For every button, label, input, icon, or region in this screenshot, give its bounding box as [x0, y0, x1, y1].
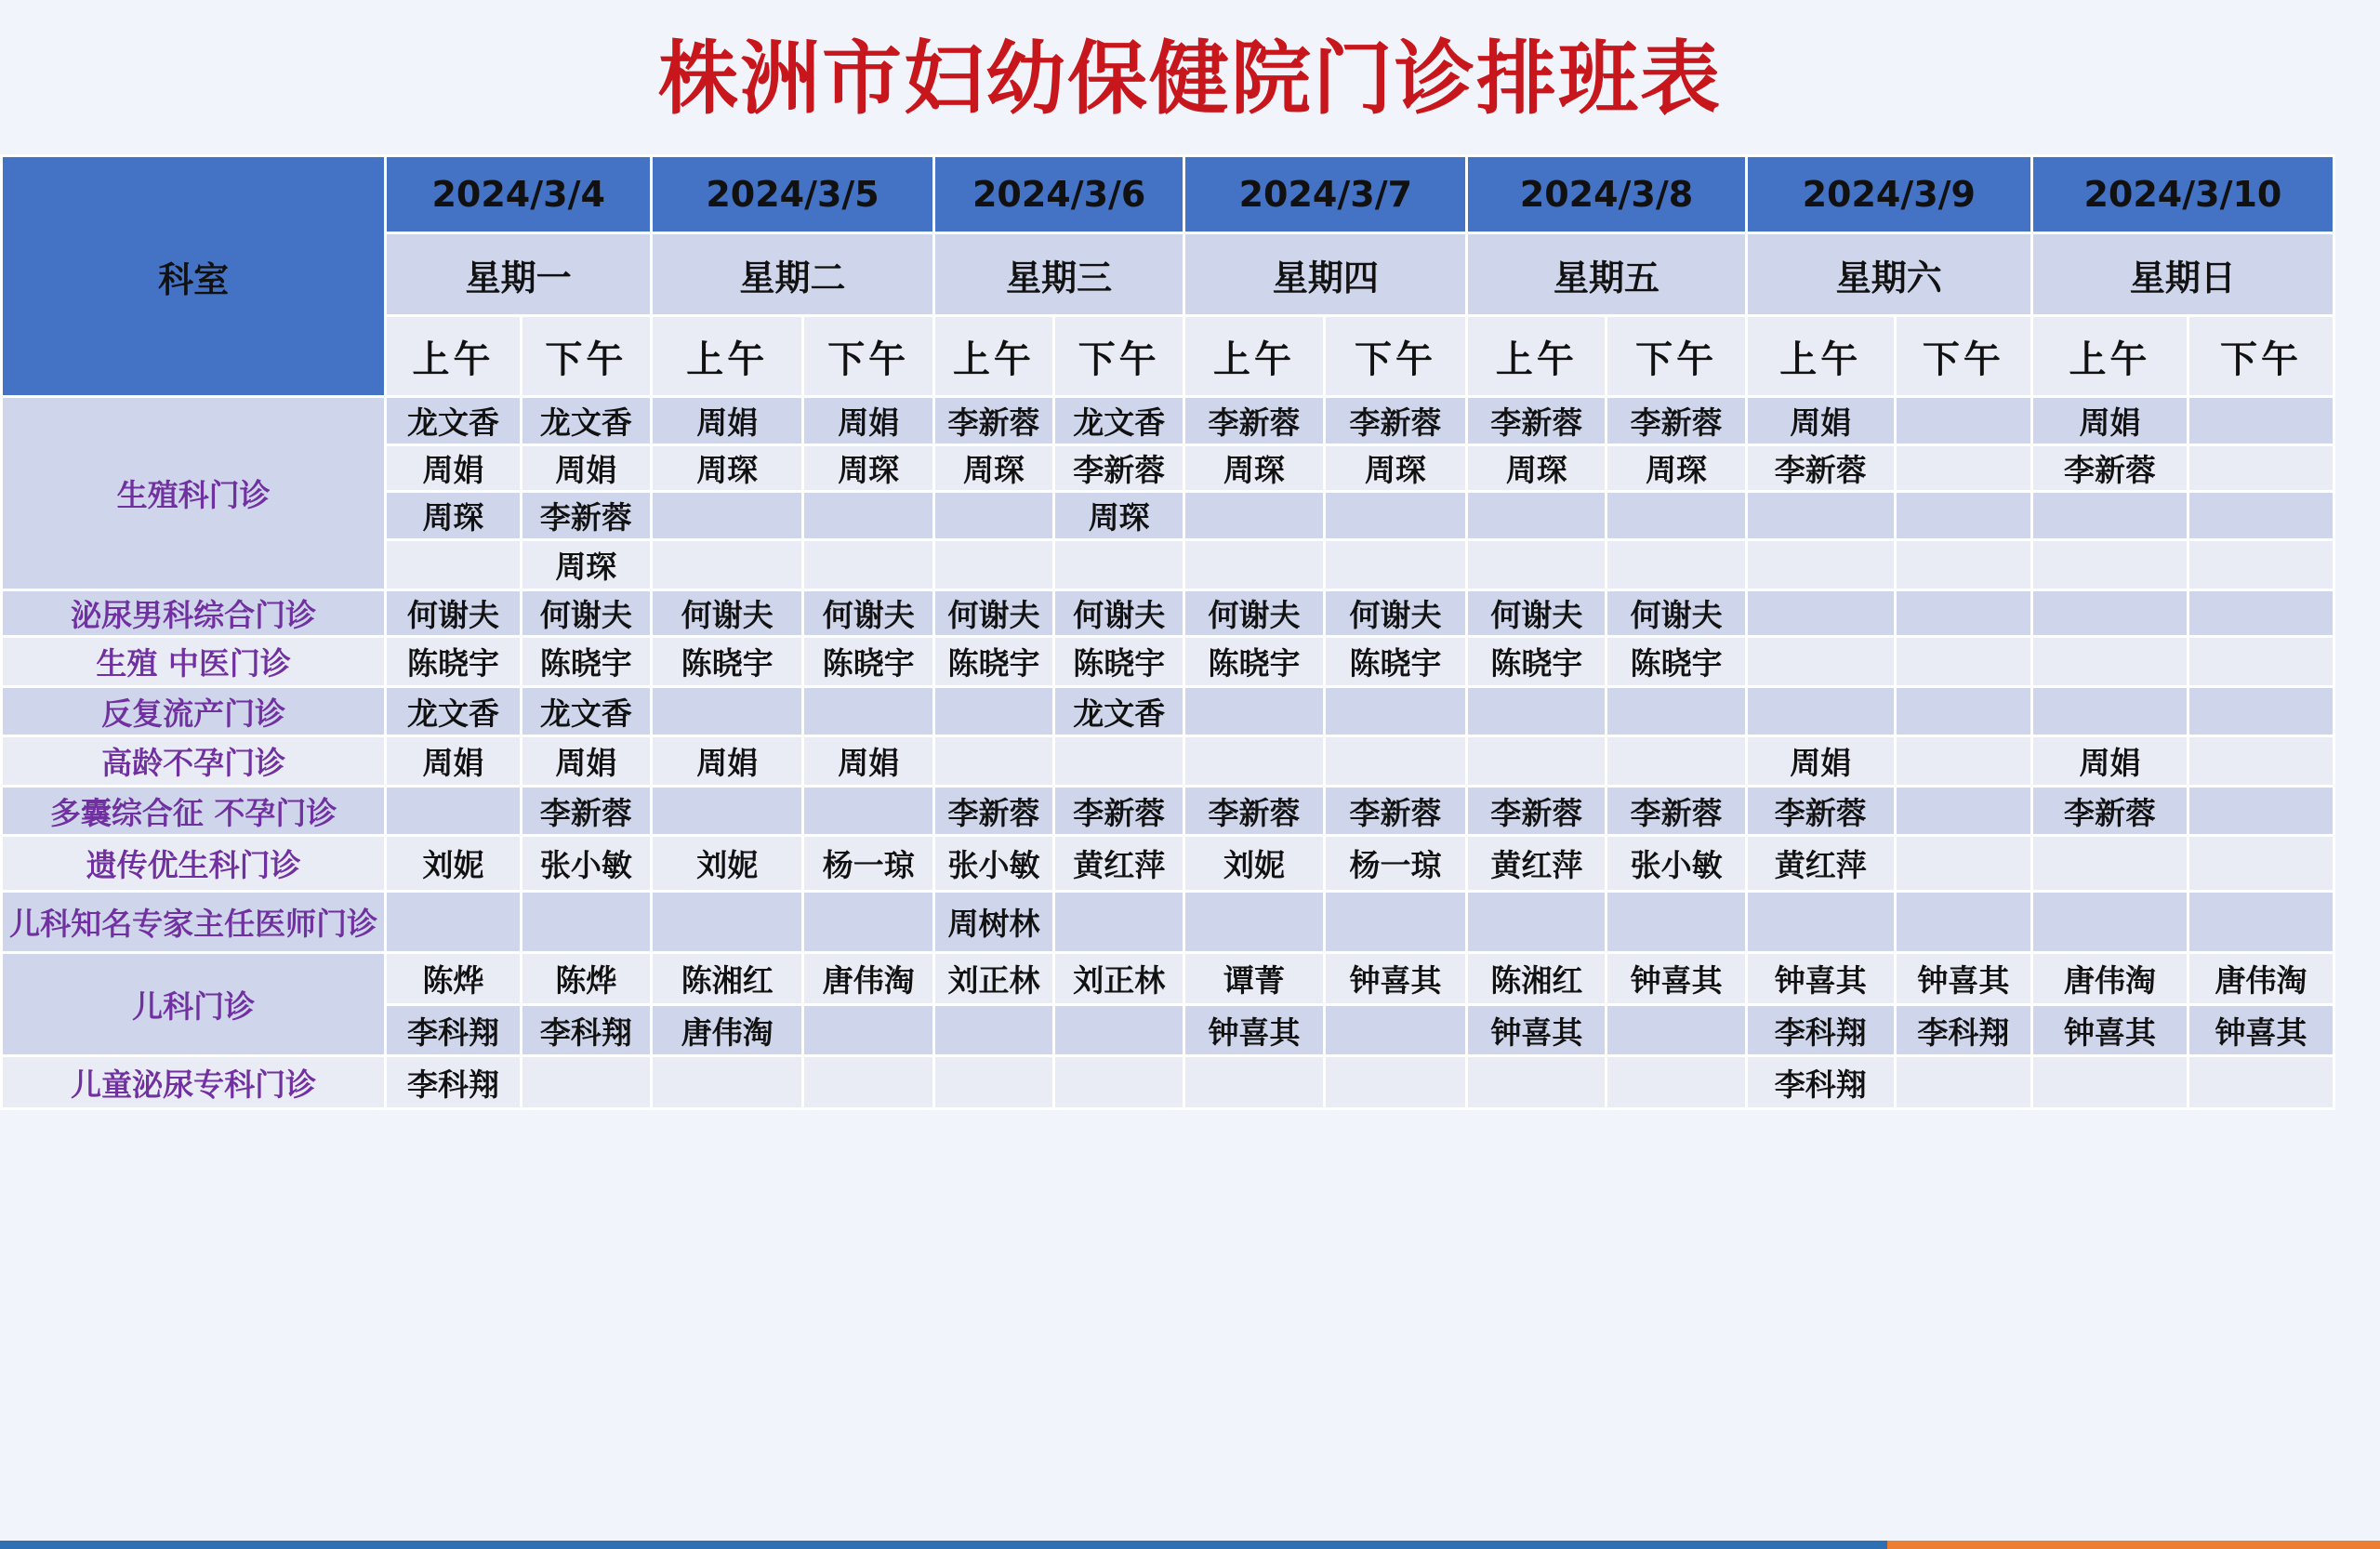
doctor-cell: 钟喜其 — [1184, 1005, 1324, 1056]
doctor-cell — [1746, 637, 1895, 687]
doctor-cell — [803, 1005, 933, 1056]
doctor-cell — [933, 1056, 1053, 1109]
doctor-cell: 李新蓉 — [933, 787, 1053, 836]
doctor-cell: 何谢夫 — [1053, 590, 1183, 637]
doctor-cell — [386, 787, 521, 836]
doctor-cell: 李新蓉 — [1053, 787, 1183, 836]
pm-header: 下午 — [803, 316, 933, 397]
doctor-cell: 何谢夫 — [803, 590, 933, 637]
doctor-cell: 龙文香 — [1053, 687, 1183, 736]
doctor-cell — [803, 1056, 933, 1109]
am-header: 上午 — [1467, 316, 1606, 397]
doctor-cell: 周琛 — [652, 445, 803, 492]
doctor-cell: 黄红萍 — [1053, 836, 1183, 892]
doctor-cell — [1053, 736, 1183, 787]
doctor-cell: 何谢夫 — [521, 590, 651, 637]
doctor-cell — [2031, 687, 2188, 736]
doctor-cell: 陈晓宇 — [1467, 637, 1606, 687]
doctor-cell: 龙文香 — [386, 397, 521, 445]
doctor-cell — [1895, 540, 2031, 590]
doctor-cell: 周琛 — [1467, 445, 1606, 492]
doctor-cell: 李新蓉 — [933, 397, 1053, 445]
doctor-cell — [652, 787, 803, 836]
doctor-cell: 黄红萍 — [1467, 836, 1606, 892]
department-name: 儿科知名专家主任医师门诊 — [2, 892, 386, 953]
department-name: 高龄不孕门诊 — [2, 736, 386, 787]
weekday-header: 星期一 — [386, 233, 652, 316]
doctor-cell — [1324, 736, 1467, 787]
doctor-cell: 钟喜其 — [2031, 1005, 2188, 1056]
schedule-row — [2, 787, 2334, 836]
doctor-cell: 陈晓宇 — [386, 637, 521, 687]
department-name: 多囊综合征 不孕门诊 — [2, 787, 386, 836]
doctor-cell — [2031, 540, 2188, 590]
doctor-cell — [1467, 540, 1606, 590]
doctor-cell: 何谢夫 — [386, 590, 521, 637]
date-header: 2024/3/5 — [652, 156, 934, 233]
doctor-cell — [1746, 687, 1895, 736]
doctor-cell: 周娟 — [2031, 397, 2188, 445]
doctor-cell: 陈晓宇 — [803, 637, 933, 687]
doctor-cell: 钟喜其 — [1467, 1005, 1606, 1056]
schedule-row — [2, 687, 2334, 736]
doctor-cell — [1324, 540, 1467, 590]
doctor-cell: 龙文香 — [521, 397, 651, 445]
doctor-cell: 李新蓉 — [1606, 397, 1746, 445]
department-name: 儿童泌尿专科门诊 — [2, 1056, 386, 1109]
doctor-cell: 陈晓宇 — [521, 637, 651, 687]
schedule-row — [2, 892, 2334, 953]
doctor-cell: 张小敏 — [521, 836, 651, 892]
doctor-cell — [2031, 836, 2188, 892]
doctor-cell: 陈晓宇 — [1324, 637, 1467, 687]
doctor-cell — [1053, 1056, 1183, 1109]
doctor-cell: 周琛 — [803, 445, 933, 492]
doctor-cell: 李科翔 — [1746, 1005, 1895, 1056]
doctor-cell: 陈湘红 — [1467, 953, 1606, 1005]
doctor-cell — [1324, 492, 1467, 540]
doctor-cell — [2188, 787, 2334, 836]
doctor-cell — [2031, 492, 2188, 540]
doctor-cell — [933, 1005, 1053, 1056]
doctor-cell: 周娟 — [386, 445, 521, 492]
doctor-cell: 李新蓉 — [2031, 445, 2188, 492]
doctor-cell: 陈晓宇 — [933, 637, 1053, 687]
weekday-header: 星期五 — [1467, 233, 1747, 316]
doctor-cell — [2188, 892, 2334, 953]
doctor-cell: 李科翔 — [1895, 1005, 2031, 1056]
schedule-row — [2, 736, 2334, 787]
doctor-cell: 周琛 — [1606, 445, 1746, 492]
doctor-cell: 李新蓉 — [521, 492, 651, 540]
doctor-cell — [386, 540, 521, 590]
date-header: 2024/3/4 — [386, 156, 652, 233]
dept-column-header: 科室 — [2, 156, 386, 397]
doctor-cell: 刘妮 — [386, 836, 521, 892]
doctor-cell — [652, 1056, 803, 1109]
doctor-cell: 钟喜其 — [1746, 953, 1895, 1005]
doctor-cell: 何谢夫 — [1184, 590, 1324, 637]
doctor-cell — [803, 492, 933, 540]
doctor-cell: 周琛 — [933, 445, 1053, 492]
am-header: 上午 — [933, 316, 1053, 397]
doctor-cell: 周琛 — [521, 540, 651, 590]
doctor-cell: 刘正林 — [933, 953, 1053, 1005]
doctor-cell — [803, 687, 933, 736]
doctor-cell — [1895, 445, 2031, 492]
doctor-cell — [1746, 590, 1895, 637]
schedule-row — [2, 637, 2334, 687]
doctor-cell: 钟喜其 — [2188, 1005, 2334, 1056]
doctor-cell — [652, 687, 803, 736]
pm-header: 下午 — [1053, 316, 1183, 397]
doctor-cell: 周娟 — [803, 736, 933, 787]
doctor-cell — [2031, 892, 2188, 953]
pm-header: 下午 — [1606, 316, 1746, 397]
doctor-cell — [1606, 736, 1746, 787]
doctor-cell — [2188, 736, 2334, 787]
doctor-cell — [2188, 492, 2334, 540]
schedule-row — [2, 953, 2334, 1005]
date-header: 2024/3/8 — [1467, 156, 1747, 233]
doctor-cell: 周琛 — [1184, 445, 1324, 492]
am-header: 上午 — [1184, 316, 1324, 397]
doctor-cell: 李科翔 — [521, 1005, 651, 1056]
doctor-cell: 李新蓉 — [1467, 397, 1606, 445]
doctor-cell — [1895, 892, 2031, 953]
date-header: 2024/3/7 — [1184, 156, 1467, 233]
doctor-cell: 钟喜其 — [1606, 953, 1746, 1005]
doctor-cell: 李新蓉 — [1324, 397, 1467, 445]
footer-bar — [0, 1541, 1887, 1549]
doctor-cell — [1324, 1056, 1467, 1109]
doctor-cell: 周树林 — [933, 892, 1053, 953]
doctor-cell — [2188, 445, 2334, 492]
doctor-cell — [652, 892, 803, 953]
schedule-table — [0, 154, 2335, 1110]
doctor-cell: 李科翔 — [386, 1005, 521, 1056]
doctor-cell: 周琛 — [1053, 492, 1183, 540]
department-name: 儿科门诊 — [2, 953, 386, 1056]
schedule-row — [2, 836, 2334, 892]
weekday-header: 星期日 — [2031, 233, 2334, 316]
doctor-cell: 何谢夫 — [1467, 590, 1606, 637]
doctor-cell — [1184, 687, 1324, 736]
schedule-row — [2, 590, 2334, 637]
doctor-cell — [1746, 492, 1895, 540]
weekday-header: 星期二 — [652, 233, 934, 316]
doctor-cell: 李新蓉 — [1324, 787, 1467, 836]
doctor-cell — [1184, 1056, 1324, 1109]
doctor-cell — [1606, 892, 1746, 953]
pm-header: 下午 — [2188, 316, 2334, 397]
date-header: 2024/3/6 — [933, 156, 1184, 233]
doctor-cell: 周琛 — [386, 492, 521, 540]
doctor-cell: 周娟 — [1746, 736, 1895, 787]
doctor-cell: 张小敏 — [933, 836, 1053, 892]
doctor-cell — [1606, 492, 1746, 540]
page-title: 株洲市妇幼保健院门诊排班表 — [658, 33, 1722, 126]
doctor-cell: 李新蓉 — [1746, 787, 1895, 836]
doctor-cell — [1895, 637, 2031, 687]
department-name: 反复流产门诊 — [2, 687, 386, 736]
department-name: 生殖 中医门诊 — [2, 637, 386, 687]
doctor-cell — [803, 540, 933, 590]
doctor-cell: 黄红萍 — [1746, 836, 1895, 892]
doctor-cell: 周娟 — [386, 736, 521, 787]
doctor-cell — [386, 892, 521, 953]
doctor-cell: 李新蓉 — [1606, 787, 1746, 836]
doctor-cell: 李新蓉 — [521, 787, 651, 836]
doctor-cell — [1606, 1056, 1746, 1109]
doctor-cell — [1053, 540, 1183, 590]
doctor-cell: 李新蓉 — [1184, 397, 1324, 445]
doctor-cell — [1895, 1056, 2031, 1109]
doctor-cell — [2188, 1056, 2334, 1109]
doctor-cell: 李科翔 — [1746, 1056, 1895, 1109]
doctor-cell: 陈晓宇 — [652, 637, 803, 687]
doctor-cell: 陈烨 — [521, 953, 651, 1005]
doctor-cell: 唐伟淘 — [652, 1005, 803, 1056]
doctor-cell: 何谢夫 — [1606, 590, 1746, 637]
doctor-cell: 唐伟淘 — [2188, 953, 2334, 1005]
doctor-cell — [1606, 687, 1746, 736]
doctor-cell — [803, 787, 933, 836]
doctor-cell: 钟喜其 — [1895, 953, 2031, 1005]
date-header: 2024/3/9 — [1746, 156, 2031, 233]
doctor-cell — [1184, 892, 1324, 953]
doctor-cell: 李新蓉 — [2031, 787, 2188, 836]
doctor-cell — [2031, 590, 2188, 637]
doctor-cell — [521, 1056, 651, 1109]
doctor-cell: 周娟 — [1746, 397, 1895, 445]
doctor-cell: 龙文香 — [386, 687, 521, 736]
am-header: 上午 — [1746, 316, 1895, 397]
doctor-cell — [652, 540, 803, 590]
doctor-cell — [1895, 590, 2031, 637]
am-header: 上午 — [386, 316, 521, 397]
doctor-cell: 刘正林 — [1053, 953, 1183, 1005]
doctor-cell — [803, 892, 933, 953]
doctor-cell — [652, 492, 803, 540]
doctor-cell: 周娟 — [652, 736, 803, 787]
schedule-row — [2, 397, 2334, 445]
weekday-header: 星期三 — [933, 233, 1184, 316]
doctor-cell — [2188, 687, 2334, 736]
doctor-cell — [1895, 687, 2031, 736]
doctor-cell — [933, 492, 1053, 540]
doctor-cell: 张小敏 — [1606, 836, 1746, 892]
doctor-cell — [1184, 540, 1324, 590]
doctor-cell: 钟喜其 — [1324, 953, 1467, 1005]
doctor-cell — [1895, 736, 2031, 787]
doctor-cell: 谭菁 — [1184, 953, 1324, 1005]
doctor-cell — [2188, 540, 2334, 590]
doctor-cell: 周娟 — [652, 397, 803, 445]
doctor-cell: 唐伟淘 — [803, 953, 933, 1005]
doctor-cell — [933, 687, 1053, 736]
doctor-cell — [1324, 687, 1467, 736]
doctor-cell — [2188, 836, 2334, 892]
pm-header: 下午 — [1895, 316, 2031, 397]
doctor-cell: 周琛 — [1324, 445, 1467, 492]
doctor-cell — [1467, 1056, 1606, 1109]
pm-header: 下午 — [521, 316, 651, 397]
doctor-cell — [1184, 492, 1324, 540]
doctor-cell: 李新蓉 — [1467, 787, 1606, 836]
doctor-cell: 陈晓宇 — [1184, 637, 1324, 687]
doctor-cell — [2031, 637, 2188, 687]
doctor-cell: 何谢夫 — [933, 590, 1053, 637]
doctor-cell: 杨一琼 — [1324, 836, 1467, 892]
schedule-row — [2, 1056, 2334, 1109]
doctor-cell: 陈湘红 — [652, 953, 803, 1005]
doctor-cell — [1895, 397, 2031, 445]
doctor-cell: 唐伟淘 — [2031, 953, 2188, 1005]
doctor-cell: 刘妮 — [1184, 836, 1324, 892]
doctor-cell: 龙文香 — [521, 687, 651, 736]
doctor-cell: 何谢夫 — [1324, 590, 1467, 637]
department-name: 泌尿男科综合门诊 — [2, 590, 386, 637]
doctor-cell — [1895, 836, 2031, 892]
date-header: 2024/3/10 — [2031, 156, 2334, 233]
doctor-cell: 李新蓉 — [1053, 445, 1183, 492]
department-name: 生殖科门诊 — [2, 397, 386, 590]
doctor-cell — [1324, 1005, 1467, 1056]
doctor-cell: 杨一琼 — [803, 836, 933, 892]
doctor-cell — [2188, 590, 2334, 637]
doctor-cell — [2188, 637, 2334, 687]
doctor-cell: 李新蓉 — [1184, 787, 1324, 836]
weekday-header: 星期六 — [1746, 233, 2031, 316]
doctor-cell — [1746, 540, 1895, 590]
pm-header: 下午 — [1324, 316, 1467, 397]
doctor-cell — [933, 540, 1053, 590]
doctor-cell: 龙文香 — [1053, 397, 1183, 445]
doctor-cell: 周娟 — [521, 445, 651, 492]
department-name: 遗传优生科门诊 — [2, 836, 386, 892]
doctor-cell — [1467, 892, 1606, 953]
doctor-cell — [1053, 1005, 1183, 1056]
doctor-cell — [1467, 492, 1606, 540]
am-header: 上午 — [652, 316, 803, 397]
doctor-cell — [1895, 492, 2031, 540]
doctor-cell — [521, 892, 651, 953]
weekday-header: 星期四 — [1184, 233, 1467, 316]
doctor-cell — [933, 736, 1053, 787]
doctor-cell — [2188, 397, 2334, 445]
doctor-cell: 李科翔 — [386, 1056, 521, 1109]
doctor-cell: 周娟 — [2031, 736, 2188, 787]
doctor-cell: 周娟 — [803, 397, 933, 445]
doctor-cell: 刘妮 — [652, 836, 803, 892]
am-header: 上午 — [2031, 316, 2188, 397]
doctor-cell — [1053, 892, 1183, 953]
doctor-cell — [1606, 1005, 1746, 1056]
doctor-cell: 陈烨 — [386, 953, 521, 1005]
doctor-cell — [1895, 787, 2031, 836]
doctor-cell: 何谢夫 — [652, 590, 803, 637]
doctor-cell: 李新蓉 — [1746, 445, 1895, 492]
doctor-cell — [1467, 687, 1606, 736]
doctor-cell: 周娟 — [521, 736, 651, 787]
footer-accent-bar — [1887, 1541, 2380, 1549]
doctor-cell — [1606, 540, 1746, 590]
doctor-cell — [2031, 1056, 2188, 1109]
doctor-cell — [1184, 736, 1324, 787]
doctor-cell — [1324, 892, 1467, 953]
doctor-cell: 陈晓宇 — [1606, 637, 1746, 687]
doctor-cell: 陈晓宇 — [1053, 637, 1183, 687]
doctor-cell — [1746, 892, 1895, 953]
doctor-cell — [1467, 736, 1606, 787]
